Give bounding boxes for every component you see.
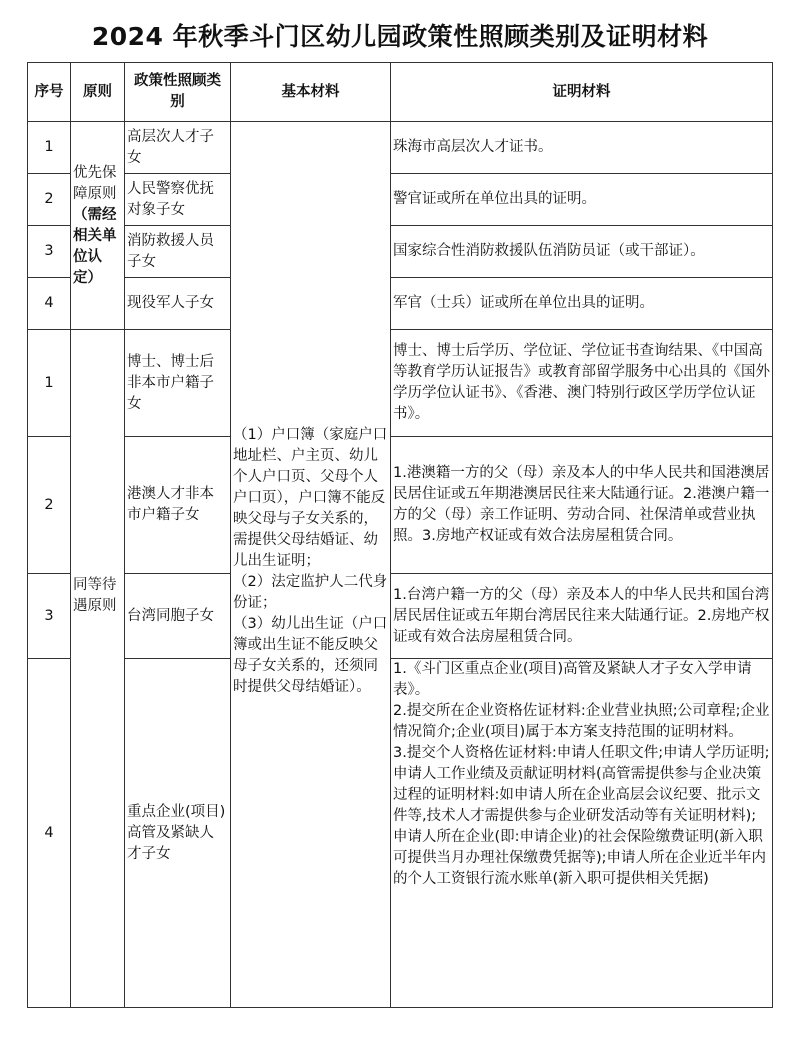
row-category: 博士、博士后非本市户籍子女	[125, 330, 231, 437]
proof-line: 3.提交个人资格佐证材料:申请人任职文件;申请人学历证明;申请人工作业绩及贡献证明材料(高管需提供参与企业决策过程的证明材料:如申请人所在企业高层会议纪要、批示文件等,技术人才需提供参与企业研发活动等有关证明材料);申请人所在企业(即:申请企业)的社会保险缴费证明(新入职可提供当月办理社保缴费凭据等);申请人所在企业近半年内的个人工资银行流水账单(新入职可提供相关凭据)	[393, 745, 770, 887]
header-basic: 基本材料	[231, 63, 391, 122]
page-title: 2024 年秋季斗门区幼儿园政策性照顾类别及证明材料	[91, 22, 709, 51]
table-row	[28, 330, 773, 437]
basic-material-item: （1）户口簿（家庭户口地址栏、户主页、幼儿个人户口页、父母个人户口页），户口簿不能反映父母与子女关系的，需提供父母结婚证、幼儿出生证明；	[233, 427, 388, 569]
table-row	[28, 659, 773, 1008]
row-proof	[391, 659, 773, 1008]
header-row	[28, 63, 773, 122]
header-seq: 序号	[28, 63, 71, 122]
table-row	[28, 174, 773, 226]
header-principle: 原则	[71, 63, 125, 122]
row-proof: 1.台湾户籍一方的父（母）亲及本人的中华人民共和国台湾居民居住证或五年期台湾居民往来大陆通行证。2.房地产权证或有效合法房屋租赁合同。	[391, 574, 773, 659]
table-row	[28, 574, 773, 659]
policy-table	[27, 62, 773, 1008]
row-category: 高层次人才子女	[125, 122, 231, 174]
header-proof: 证明材料	[391, 63, 773, 122]
row-proof: 军官（士兵）证或所在单位出具的证明。	[391, 278, 773, 330]
table-row	[28, 437, 773, 574]
basic-materials	[231, 122, 391, 1008]
row-seq: 1	[28, 330, 71, 437]
row-seq: 3	[28, 226, 71, 278]
row-proof: 珠海市高层次人才证书。	[391, 122, 773, 174]
table-row	[28, 278, 773, 330]
row-proof: 警官证或所在单位出具的证明。	[391, 174, 773, 226]
row-category: 台湾同胞子女	[125, 574, 231, 659]
row-seq: 3	[28, 574, 71, 659]
row-category: 消防救援人员子女	[125, 226, 231, 278]
row-seq: 2	[28, 437, 71, 574]
basic-material-item: （3）幼儿出生证（户口簿或出生证不能反映父母子女关系的，还须同时提供父母结婚证）。	[233, 616, 388, 695]
principle-priority-note: （需经相关单位认定）	[73, 206, 117, 286]
row-seq: 4	[28, 659, 71, 1008]
row-seq: 1	[28, 122, 71, 174]
row-proof: 国家综合性消防救援队伍消防员证（或干部证）。	[391, 226, 773, 278]
row-proof: 1.港澳籍一方的父（母）亲及本人的中华人民共和国港澳居民居住证或五年期港澳居民往来大陆通行证。2.港澳户籍一方的父（母）亲工作证明、劳动合同、社保清单或营业执照。3.房地产权证或有效合法房屋租赁合同。	[391, 437, 773, 574]
row-seq: 2	[28, 174, 71, 226]
principle-priority	[71, 122, 125, 330]
row-category: 港澳人才非本市户籍子女	[125, 437, 231, 574]
table-row	[28, 226, 773, 278]
row-seq: 4	[28, 278, 71, 330]
proof-line: 1.《斗门区重点企业(项目)高管及紧缺人才子女入学申请表》。	[393, 661, 752, 698]
row-proof: 博士、博士后学历、学位证、学位证书查询结果、《中国高等教育学历认证报告》或教育部留学服务中心出具的《国外学历学位认证书》、《香港、澳门特别行政区学历学位认证书》。	[391, 330, 773, 437]
table-row	[28, 122, 773, 174]
basic-material-item: （2）法定监护人二代身份证；	[233, 574, 388, 611]
proof-line: 2.提交所在企业资格佐证材料:企业营业执照;公司章程;企业情况简介;企业(项目)属于本方案支持范围的证明材料。	[393, 703, 770, 740]
row-category: 重点企业(项目)高管及紧缺人才子女	[125, 659, 231, 1008]
principle-equal: 同等待遇原则	[71, 330, 125, 1008]
row-category: 人民警察优抚对象子女	[125, 174, 231, 226]
header-category: 政策性照顾类别	[125, 63, 231, 122]
row-category: 现役军人子女	[125, 278, 231, 330]
principle-priority-text: 优先保障原则	[73, 164, 117, 202]
